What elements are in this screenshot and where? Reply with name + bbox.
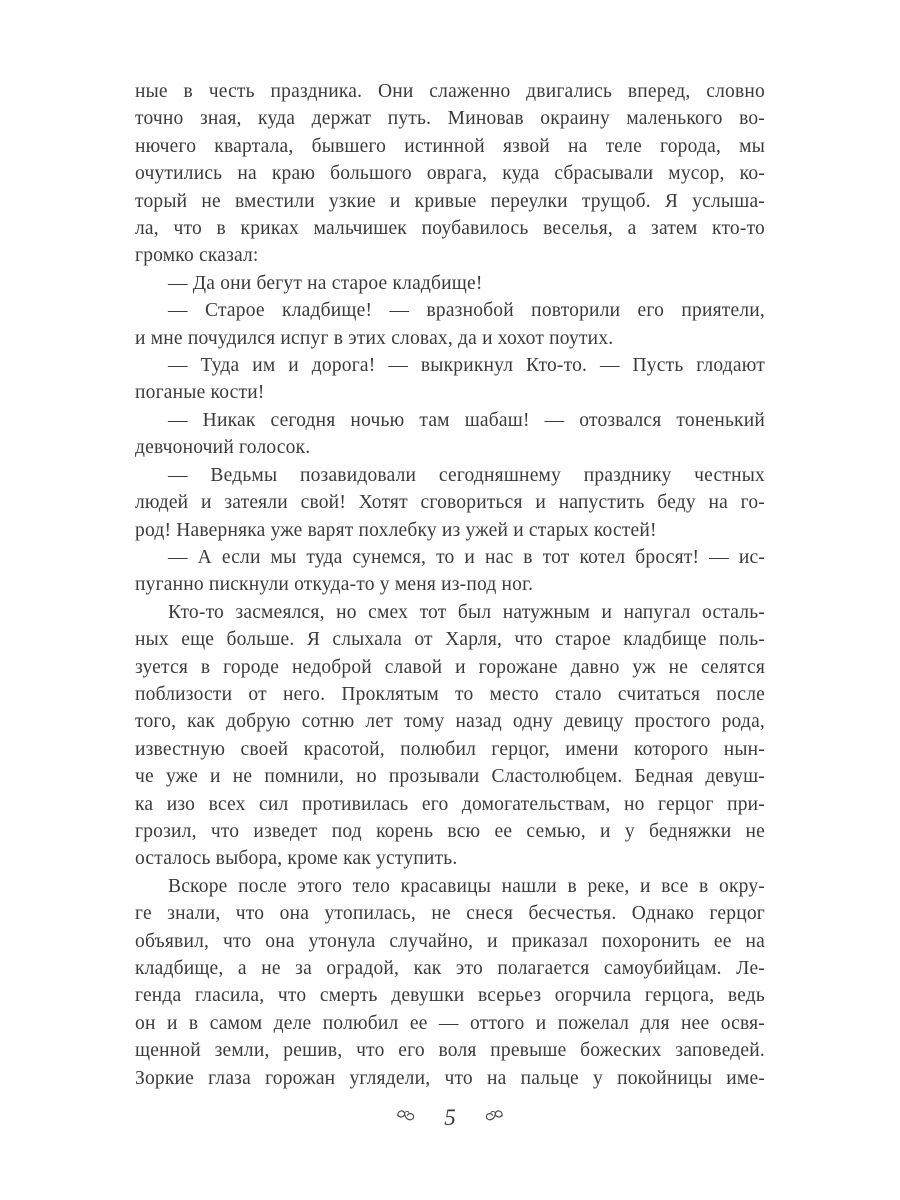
text-line: зуется в городе недоброй славой и горожане давно уж не селятся (135, 656, 765, 678)
text-line: громко сказал: (135, 245, 259, 267)
text-line: того, как добрую сотню лет тому назад одну девицу простого рода, (135, 711, 765, 733)
text-line: генда гласила, что смерть девушки всерьез огорчила герцога, ведь (135, 985, 765, 1007)
text-line: — Туда им и дорога! — выкрикнул Кто-то. — Пусть глодают (168, 355, 765, 377)
text-line: объявил, что она утонула случайно, и приказал похоронить ее на (135, 930, 765, 952)
text-line: — Старое кладбище! — вразнобой повторили его приятели, (168, 300, 765, 322)
text-line: торый не вместили узкие и кривые переулки трущоб. Я услыша- (135, 190, 765, 212)
text-line: поблизости от него. Проклятым то место стало считаться после (135, 683, 765, 705)
text-line: ных еще больше. Я слыхала от Харля, что старое кладбище поль- (135, 629, 765, 651)
fleuron-ornament-icon (394, 1107, 418, 1128)
text-line: — Ведьмы позавидовали сегодняшнему празднику честных (168, 464, 765, 486)
text-line: пуганно пискнули откуда-то у меня из-под ног. (135, 574, 534, 596)
text-line: че уже и не помнили, но прозывали Сластолюбцем. Бедная девуш- (135, 766, 765, 788)
page-text (135, 78, 765, 1092)
text-line: он и в самом деле полюбил ее — оттого и пожелал для нее освя- (135, 1012, 765, 1034)
text-line: и мне почудился испуг в этих словах, да и хохот поутих. (135, 327, 614, 349)
text-line: ла, что в криках мальчишек поубавилось веселья, а затем кто-то (135, 218, 765, 240)
text-line: — Никак сегодня ночью там шабаш! — отозвался тоненький (168, 409, 765, 431)
text-line: людей и затеяли свой! Хотят сговориться и напустить беду на го- (135, 492, 765, 514)
text-line: щенной земли, решив, что его воля превыше божеских заповедей. (135, 1040, 765, 1062)
text-line: Кто-то засмеялся, но смех тот был натужным и напугал осталь- (168, 601, 765, 623)
page-footer (135, 1106, 765, 1129)
text-line: ге знали, что она утопилась, не снеся бесчестья. Однако герцог (135, 903, 765, 925)
text-line: Вскоре после этого тело красавицы нашли в реке, и все в окру- (168, 875, 765, 897)
text-line: осталось выбора, кроме как уступить. (135, 848, 458, 870)
text-line: известную своей красотой, полюбил герцог, имени которого нын- (135, 738, 765, 760)
text-line: точно зная, куда держат путь. Миновав окраину маленького во- (135, 108, 765, 130)
text-line: девчоночий голосок. (135, 437, 311, 459)
text-line: ка изо всех сил противилась его домогательствам, но герцог при- (135, 793, 765, 815)
fleuron-ornament-icon (482, 1107, 506, 1128)
text-line: очутились на краю большого оврага, куда сбрасывали мусор, ко- (135, 163, 765, 185)
text-line: кладбище, а не за оградой, как это полагается самоубийцам. Ле- (135, 958, 765, 979)
text-line: грозил, что изведет под корень всю ее семью, и у бедняжки не (135, 820, 765, 842)
text-line: нючего квартала, бывшего истинной язвой на теле города, мы (135, 135, 765, 157)
text-line: — Да они бегут на старое кладбище! (168, 272, 483, 294)
text-line: Зоркие глаза горожан углядели, что на пальце у покойницы име- (135, 1067, 765, 1089)
page-number: 5 (444, 1105, 456, 1131)
text-line: ные в честь праздника. Они слаженно двигались вперед, словно (135, 81, 765, 102)
text-line: поганые кости! (135, 382, 265, 404)
text-line: род! Наверняка уже варят похлебку из ужей и старых костей! (135, 519, 657, 541)
text-line: — А если мы туда сунемся, то и нас в тот котел бросят! — ис- (168, 546, 765, 568)
